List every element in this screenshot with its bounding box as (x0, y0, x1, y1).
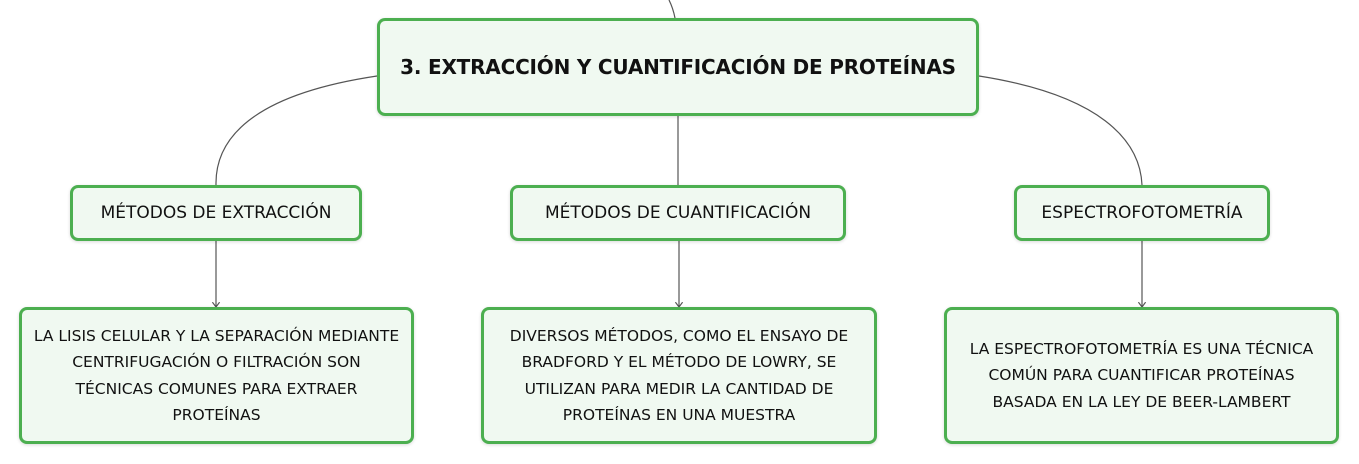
topic-label: MÉTODOS DE CUANTIFICACIÓN (544, 203, 812, 223)
root-topic-label: 3. EXTRACCIÓN Y CUANTIFICACIÓN DE PROTEÍNAS (400, 55, 956, 79)
subtopic-extraccion-detail[interactable] (19, 307, 414, 444)
subtopic-text: LA ESPECTROFOTOMETRÍA ES UNA TÉCNICA COMÚN PARA CUANTIFICAR PROTEÍNAS BASADA EN LA LEY DE BEER-LAMBERT (969, 339, 1314, 411)
connector-root-espectro (979, 76, 1142, 185)
subtopic-cuantificacion-detail[interactable] (481, 307, 877, 444)
topic-metodos-extraccion[interactable] (70, 185, 362, 241)
topic-label: ESPECTROFOTOMETRÍA (1041, 203, 1243, 223)
parent-connector (669, 0, 675, 18)
topic-metodos-cuantificacion[interactable] (510, 185, 846, 241)
subtopic-text: LA LISIS CELULAR Y LA SEPARACIÓN MEDIANTE CENTRIFUGACIÓN O FILTRACIÓN SON TÉCNICAS COMUNES PARA EXTRAER PROTEÍNAS (33, 326, 400, 424)
topic-label: MÉTODOS DE EXTRACCIÓN (100, 203, 332, 223)
connector-root-extraccion (216, 76, 377, 185)
subtopic-espectrofotometria-detail[interactable] (944, 307, 1339, 444)
subtopic-text: DIVERSOS MÉTODOS, COMO EL ENSAYO DE BRADFORD Y EL MÉTODO DE LOWRY, SE UTILIZAN PARA MEDIR LA CANTIDAD DE PROTEÍNAS EN UNA MUESTRA (509, 326, 849, 424)
topic-espectrofotometria[interactable] (1014, 185, 1270, 241)
root-topic[interactable] (377, 18, 979, 116)
